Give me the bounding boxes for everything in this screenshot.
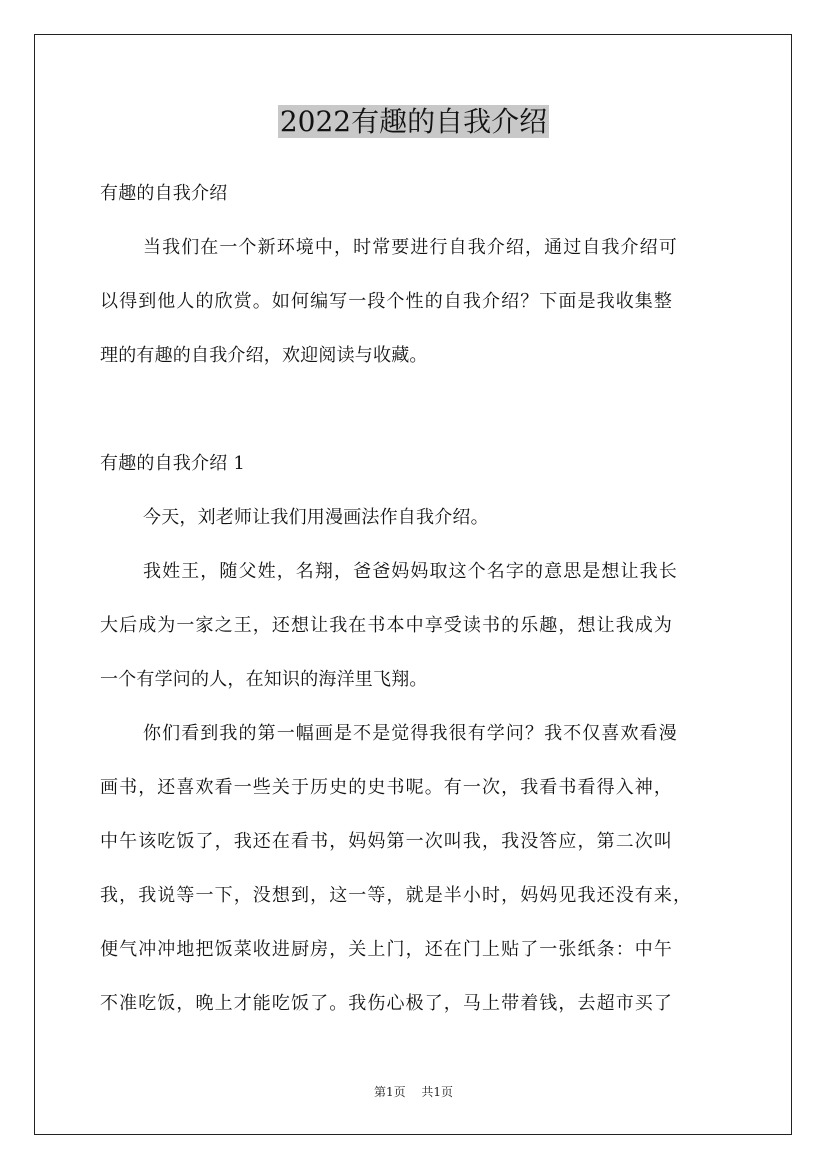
paragraph-line: 便气冲冲地把饭菜收进厨房，关上门，还在门上贴了一张纸条：中午 bbox=[100, 939, 673, 960]
subtitle: 有趣的自我介绍 bbox=[100, 183, 228, 204]
paragraph-line: 大后成为一家之王，还想让我在书本中享受读书的乐趣，想让我成为 bbox=[100, 615, 673, 636]
page-footer bbox=[0, 1083, 827, 1101]
paragraph-line: 不准吃饭，晚上才能吃饭了。我伤心极了，马上带着钱，去超市买了 bbox=[100, 993, 673, 1014]
title-text: 2022有趣的自我介绍 bbox=[279, 105, 548, 138]
page-number: 第1页 bbox=[373, 1085, 406, 1099]
paragraph-line: 今天，刘老师让我们用漫画法作自我介绍。 bbox=[143, 507, 489, 528]
intro-line-3: 理的有趣的自我介绍，欢迎阅读与收藏。 bbox=[100, 345, 428, 366]
paragraph-line: 一个有学问的人，在知识的海洋里飞翔。 bbox=[100, 669, 428, 690]
paragraph-line: 我姓王，随父姓，名翔，爸爸妈妈取这个名字的意思是想让我长 bbox=[143, 561, 678, 582]
paragraph-line: 我，我说等一下，没想到，这一等，就是半小时，妈妈见我还没有来， bbox=[100, 885, 693, 906]
paragraph-line: 你们看到我的第一幅画是不是觉得我很有学问？我不仅喜欢看漫 bbox=[143, 723, 678, 744]
section-heading: 有趣的自我介绍 1 bbox=[100, 453, 245, 474]
document-title bbox=[0, 100, 827, 144]
page-total: 共1页 bbox=[421, 1085, 454, 1099]
paragraph-line: 画书，还喜欢看一些关于历史的史书呢。有一次，我看书看得入神， bbox=[100, 777, 673, 798]
paragraph-line: 中午该吃饭了，我还在看书，妈妈第一次叫我，我没答应，第二次叫 bbox=[100, 831, 673, 852]
intro-line-2: 以得到他人的欣赏。如何编写一段个性的自我介绍？下面是我收集整 bbox=[100, 291, 673, 312]
intro-line-1: 当我们在一个新环境中，时常要进行自我介绍，通过自我介绍可 bbox=[143, 237, 678, 258]
